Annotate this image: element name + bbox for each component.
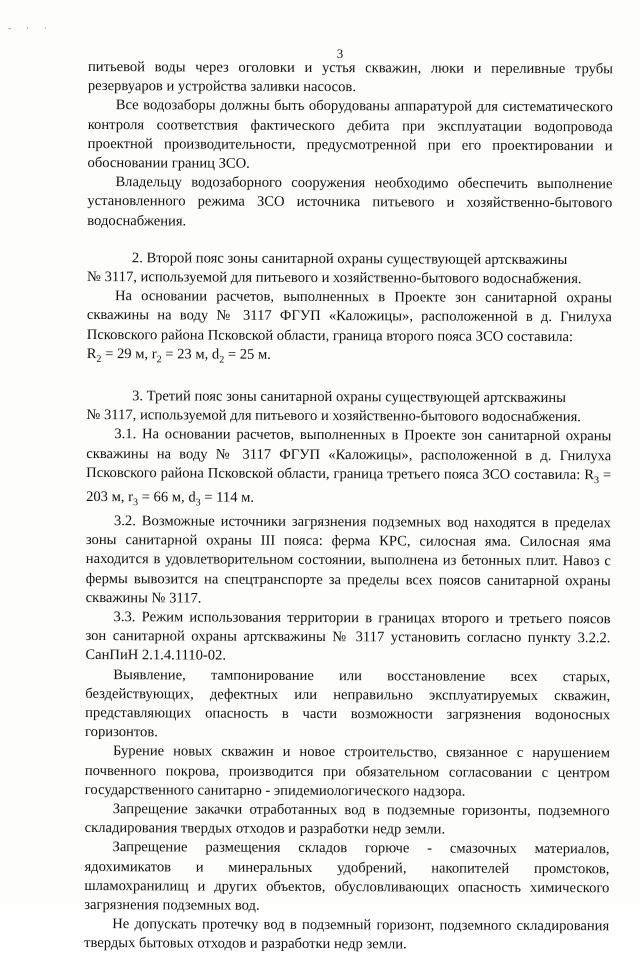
paragraph-3-1-text: 3.1. На основании расчетов, выполненных в Проекте зон санитарной охраны скважины на воду № 3117 ФГУП «Каложицы», расположенной в д. Гнилуха Псковского района Псковской области, граница третьего пояса ЗСО составила:: [86, 426, 612, 483]
formula-r-sub: 3: [132, 496, 139, 509]
formula-R: R: [584, 466, 595, 483]
paragraph-drilling: Бурение новых скважин и новое строительство, связанное с нарушением почвенного покрова, производится при обязательном согласовании с центром государственного санитарно - эпидемиологического надзора.: [84, 743, 611, 800]
formula-d-value: = 25 м.: [224, 346, 271, 363]
section2-heading: [87, 249, 612, 290]
paragraph-equipment: Все водозаборы должны быть оборудованы аппаратурой для систематического контроля соответствия фактического дебита при эксплуатации водопровода проектной производительности, предусмотренной при его проектировании и обосновании границ ЗСО.: [87, 97, 613, 172]
paragraph-leak: Не допускать протечку вод в подземный горизонт, подземного складирования твердых бытовых отходов и разработки недр земли.: [84, 916, 610, 953]
formula-r: r: [128, 489, 134, 506]
paragraph-owner: Владельцу водозаборного сооружения необходимо обеспечить выполнение установленного режима ЗСО источника питьевого и хозяйственно-бытового водоснабжения.: [87, 174, 613, 230]
formula-R-sub: 2: [96, 353, 102, 365]
section2-heading-line1: 2. Второй пояс зоны санитарной охраны существующей артскважины: [131, 250, 568, 268]
section3-heading-line1: 3. Третий пояс зоны санитарной охраны существующей артскважины: [132, 388, 566, 407]
formula-d: d: [188, 489, 196, 506]
formula-R-value: = 29 м,: [101, 345, 152, 363]
formula-d-sub: 3: [195, 497, 201, 509]
paragraph-3-1: [86, 425, 611, 514]
document-body: [84, 58, 613, 956]
formula-r: r: [151, 346, 157, 363]
paragraph-ban-injection: Запрещение закачки отработанных вод в подземные горизонты, подземного складирования твердых отходов и разработки недр земли.: [84, 801, 610, 838]
formula-R-sub: 3: [593, 474, 599, 486]
paragraph-continuation: питьевой воды через оголовки и устья скважин, люки и переливные трубы резервуаров и устройства заливки насосов.: [87, 58, 613, 96]
formula-r-sub: 2: [156, 354, 162, 366]
section2-paragraph: [87, 287, 612, 371]
section3-heading-line2: № 3117, используемой для питьевого и хозяйственно-бытового водоснабжения.: [86, 407, 582, 426]
formula-R-value: = 203 м,: [86, 466, 612, 506]
scan-marks: - · ·: [8, 24, 53, 34]
formula-d: d: [211, 346, 220, 363]
section-gap: [87, 369, 612, 389]
paragraph-ban-storage: Запрещение размещения складов горюче - смазочных материалов, ядохимикатов и минеральных удобрений, накопителей промстоков, шламохранилищ и других объектов, обусловливающих опасность химического загрязнения подземных вод.: [84, 839, 610, 914]
section3-heading: [86, 387, 611, 428]
formula-R: R: [86, 345, 97, 362]
section2-formula: [86, 345, 271, 366]
paragraph-3-2: 3.2. Возможные источники загрязнения подземных вод находятся в пределах зоны санитарной охраны III пояса: ферма КРС, силосная яма. Силосная яма находится в удовлетворительном состоянии, выполнена из бетонных плит. Навоз с фермы вывозится на спецтранспорте за пределы всех поясов санитарной охраны скважины № 3117.: [85, 513, 612, 607]
formula-r-value: = 66 м,: [138, 489, 189, 506]
paragraph-identify: Выявление, тампонирование или восстановление всех старых, бездействующих, дефектных или неправильно эксплуатируемых скважин, представляющих опасность в части возможности загрязнения водоносных горизонтов.: [85, 666, 611, 741]
formula-d-sub: 2: [219, 354, 225, 366]
section2-heading-line2: № 3117, используемой для питьевого и хозяйственно-бытового водоснабжения.: [87, 269, 582, 288]
formula-r-value: = 23 м,: [161, 346, 212, 363]
section-gap: [87, 231, 612, 251]
paragraph-3-3: 3.3. Режим использования территории в границах второго и третьего поясов зон санитарной охраны артскважины № 3117 установить согласно пункту 3.2.2. СанПиН 2.1.4.1110-02.: [85, 609, 611, 665]
page-number: 3: [336, 46, 344, 61]
formula-d-value: = 114 м.: [200, 489, 255, 506]
section2-basis-text: На основании расчетов, выполненных в Проекте зон санитарной охраны скважины на воду № 3117 ФГУП «Каложицы», расположенной в д. Гнилуха Псковского района Псковской области, граница второго пояса ЗСО составила:: [86, 288, 612, 345]
